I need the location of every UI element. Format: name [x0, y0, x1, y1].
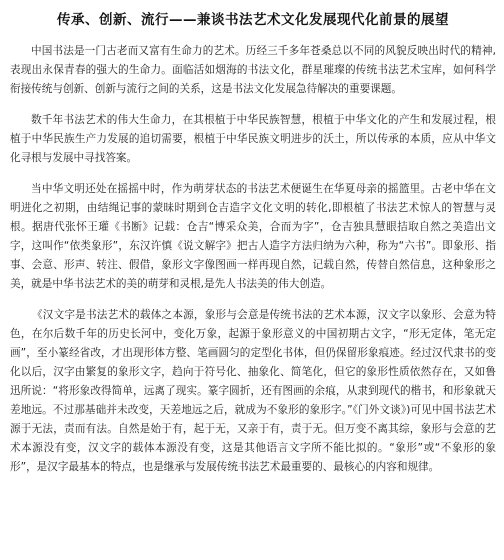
paragraph-characters: 《汉文字是书法艺术的载体之本源，象形与会意是传统书法的艺术本源，汉文字以象形、会意为特色，在尔后数千年的历史长河中，变化万象，起源于象形意义的中国初期古文字，“形无定体，笔无定画”，至小篆经省改，才出现形体方整、笔画圆匀的定型化书体，但仍保留形象痕迹。经过汉代隶书的变化以后，汉字由繁复的象形文字，趋向于符号化、抽象化、简笔化，但它的象形性质依然存在，又如鲁迅所说：“将形象改得简单，远离了现实。篆字圆折，还有图画的余痕，从隶到现代的楷书，和形象就天差地远。不过那基础并未改变，天差地远之后，就成为不象形的象形字。”《门外文谈》)可见中国书法艺术源于无法，责而有法。自然是始于有，起于无，又亲于有，责于无。但万变不离其综，象形与会意的艺术本源没有变，汉文字的载体本源没有变，这是其他语言文字所不能比拟的。“象形”或“不象形的象形”，是汉字最基本的特点，也是继承与发展传统书法艺术最重要的、最核心的内容和规律。: [10, 309, 496, 473]
paragraph-intro: 中国书法是一门古老而又富有生命力的艺术。历经三千多年苍桑总以不同的风貌反映出时代的精神,表现出永保青春的强大的生命力。面临活如烟海的书法文化，群星璀璨的传统书法艺术宝库，如何科学衔接传统与创新、创新与流行之间的关系，这是书法文化发展急待解决的重要课题。: [10, 45, 496, 95]
article-title: 传承、创新、流行——兼谈书法艺术文化发展现代化前景的展望: [57, 12, 449, 28]
paragraph-origins: 当中华文明还处在摇摇中时，作为萌芽状态的书法艺术便诞生在华夏母亲的摇篮里。古老中华在文明进化之初期，由结绳记事的蒙昧时期到仓吉造字文化文明的转化,即根植了书法艺术惊人的智慧与灵根。据唐代张怀王瓘《书断》记载：仓吉“博采众美，合而为字”，仓吉独具慧眼拮取自然之美造出文字，这叫作“依类象形”，东汉许慎《说文解字》把古人造字方法归纳为六种，称为“六书”。即象形、指事、会意、形声、转注、假借，象形文字像图画一样再现自然，记载自然，传替自然信息，这种象形之美，就是中华书法艺术的美的萌芽和灵根,是先人书法美的伟大创造。: [10, 183, 496, 290]
paragraph-vitality: 数千年书法艺术的伟大生命力，在其根植于中华民族智慧，根植于中华文化的产生和发展过程，根植于中华民族生产力发展的追切需要，根植于中华民族文明进步的沃土，所以传承的本质，应从中华文化寻根与发展中寻找答案。: [10, 114, 496, 164]
